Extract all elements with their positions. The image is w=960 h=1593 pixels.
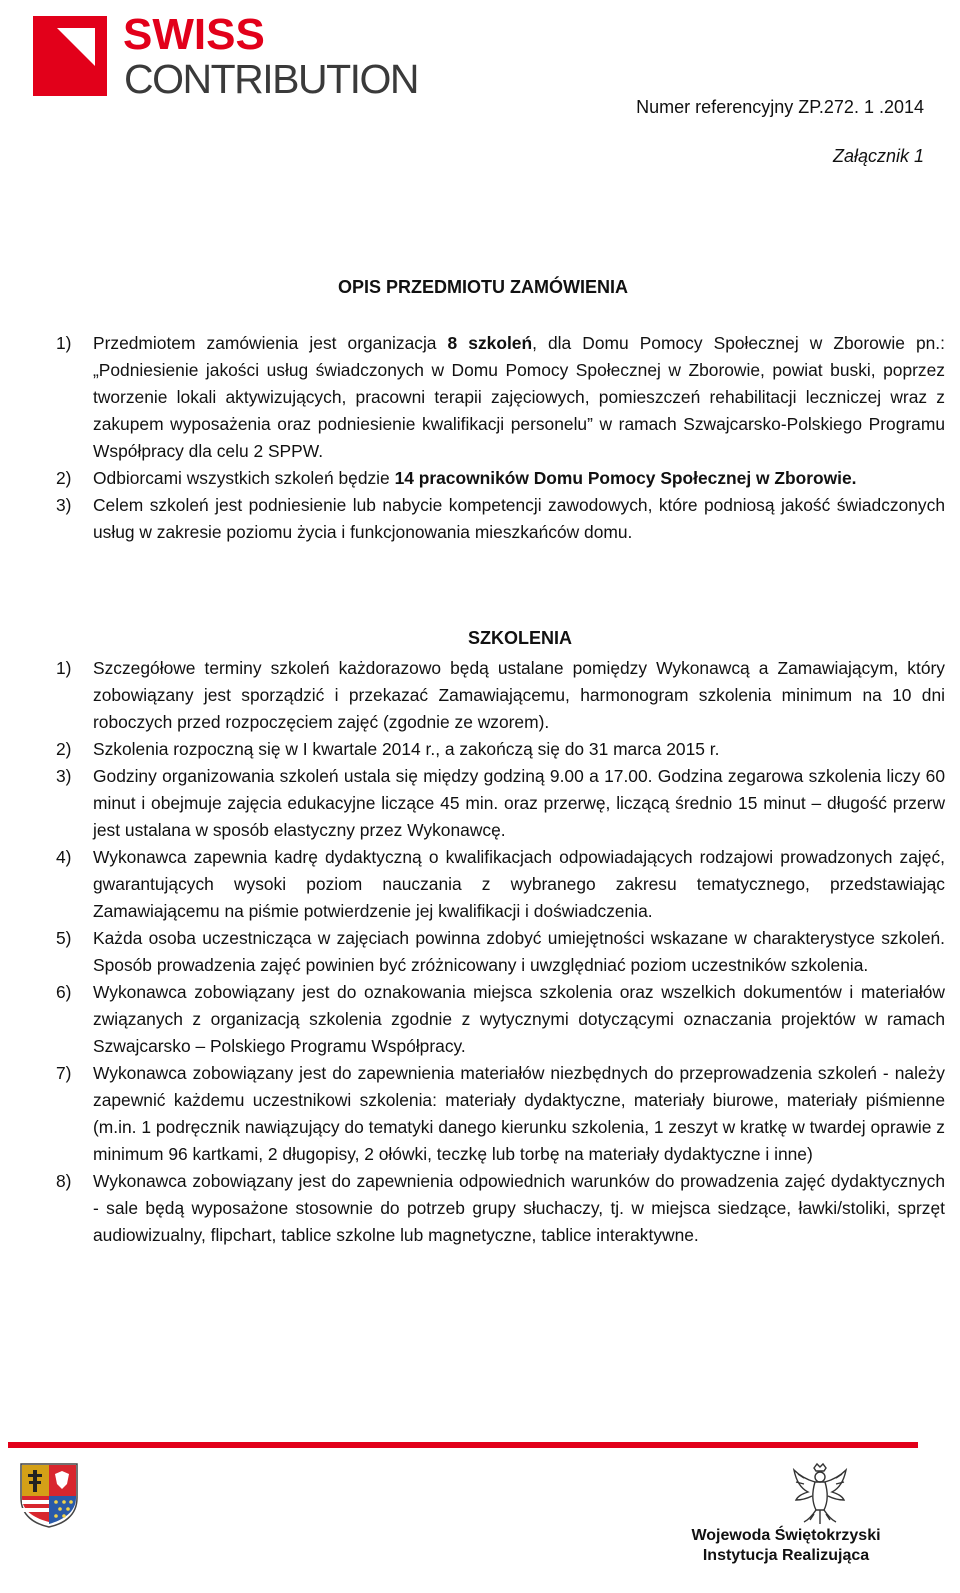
item-text: Wykonawca zapewnia kadrę dydaktyczną o kwalifikacjach odpowiadających rodzajowi prowadzonych zajęć, gwarantujących wysoki poziom nauczania z wybranego zakresu tematycznego, przedstawiając Zamawiającemu na piśmie potwierdzenie jej kwalifikacji i doświadczenia.	[93, 847, 945, 921]
swiss-contribution-logo-icon	[33, 16, 107, 96]
list-item	[56, 844, 945, 925]
item-text: Każda osoba uczestnicząca w zajęciach powinna zdobyć umiejętności wskazane w charakterystyce szkoleń. Sposób prowadzenia zajęć powinien być zróżnicowany i uwzględniać poziom uczestników szkolenia.	[93, 928, 945, 975]
footer-line-institution: Instytucja Realizująca	[702, 1547, 870, 1564]
item-number: 2)	[56, 739, 72, 759]
item-text: Odbiorcami wszystkich szkoleń będzie	[93, 468, 395, 488]
footer-line-voivode: Wojewoda Świętokrzyski	[691, 1527, 881, 1544]
item-number: 5)	[56, 928, 72, 948]
list-item	[56, 492, 945, 546]
logo-text-swiss: SWISS	[123, 10, 265, 59]
item-number: 6)	[56, 982, 72, 1002]
logo-text-contribution: CONTRIBUTION	[124, 56, 419, 102]
polish-eagle-emblem-icon	[790, 1462, 850, 1526]
item-text: Szczegółowe terminy szkoleń każdorazowo będą ustalane pomiędzy Wykonawcą a Zamawiającym, który zobowiązany jest sporządzić i przekazać Zamawiającemu, harmonogram szkolenia minimum na 10 dni roboczych przed rozpoczęciem zajęć (zgodnie ze wzorem).	[93, 658, 945, 732]
item-text: , dla Domu Pomocy Społecznej w Zborowie pn.: „Podniesienie jakości usług świadczonych w Domu Pomocy Społecznej w Zborowie, powiat buski, poprzez tworzenie lokali aktywizujących, pracowni terapii zajęciowych, pomieszczeń rehabilitacji leczniczej wraz z zakupem wyposażenia oraz podniesienie kwalifikacji personelu” w ramach Szwajcarsko-Polskiego Programu Współpracy dla celu 2 SPPW.	[93, 333, 945, 461]
item-text: Przedmiotem zamówienia jest organizacja	[93, 333, 448, 353]
item-text: Wykonawca zobowiązany jest do oznakowania miejsca szkolenia oraz wszelkich dokumentów i materiałów związanych z organizacją szkolenia zgodnie z wytycznymi dotyczącymi oznaczania projektów w ramach Szwajcarsko – Polskiego Programu Współpracy.	[93, 982, 945, 1056]
list-item	[56, 1168, 945, 1249]
item-text: Wykonawca zobowiązany jest do zapewnienia odpowiednich warunków do prowadzenia zajęć dydaktycznych - sale będą wyposażone stosownie do potrzeb grupy słuchaczy, tj. w miejsca siedzące, ławki/stoliki, sprzęt audiowizualny, flipchart, tablice szkolne lub magnetyczne, tablice interaktywne.	[93, 1171, 945, 1245]
item-text-bold: 14 pracowników Domu Pomocy Społecznej w Zborowie.	[394, 468, 857, 488]
list-item	[56, 465, 945, 492]
item-text: Wykonawca zobowiązany jest do zapewnienia materiałów niezbędnych do przeprowadzenia szkoleń - należy zapewnić każdemu uczestnikowi szkolenia: materiały dydaktyczne, materiały biurowe, materiały piśmienne (m.in. 1 podręcznik nawiązujący do tematyki danego kierunku szkolenia, 1 zeszyt w kratkę w twardej oprawie z minimum 96 kartkami, 2 długopisy, 2 ołówki, teczkę lub torbę na materiały dydaktyczne i inne)	[93, 1063, 945, 1164]
item-number: 4)	[56, 847, 72, 867]
reference-number: Numer referencyjny ZP.272. 1 .2014	[636, 97, 924, 117]
list-item	[56, 763, 945, 844]
swiss-contribution-logo	[33, 10, 419, 102]
description-list	[56, 330, 945, 546]
section-title-trainings: SZKOLENIA	[467, 628, 572, 648]
item-number: 2)	[56, 468, 72, 488]
item-text: Szkolenia rozpoczną się w I kwartale 2014 r., a zakończą się do 31 marca 2015 r.	[93, 739, 720, 759]
item-number: 8)	[56, 1171, 72, 1191]
item-number: 7)	[56, 1063, 72, 1083]
list-item	[56, 925, 945, 979]
trainings-list	[56, 655, 945, 1249]
list-item	[56, 330, 945, 465]
item-text: Godziny organizowania szkoleń ustala się między godziną 9.00 a 17.00. Godzina zegarowa szkolenia liczy 60 minut i obejmuje zajęcia edukacyjne liczące 45 min. oraz przerwę, liczącą średnio 15 minut – długość przerw jest ustalana w sposób elastyczny przez Wykonawcę.	[93, 766, 945, 840]
item-number: 1)	[56, 658, 72, 678]
attachment-label: Załącznik 1	[832, 146, 924, 166]
implementing-institution	[656, 1526, 916, 1566]
footer-divider	[8, 1442, 918, 1448]
list-item	[56, 979, 945, 1060]
section-title-description: OPIS PRZEDMIOTU ZAMÓWIENIA	[338, 277, 628, 297]
item-text-bold: 8 szkoleń	[447, 333, 533, 353]
list-item	[56, 736, 945, 763]
list-item	[56, 655, 945, 736]
list-item	[56, 1060, 945, 1168]
item-number: 3)	[56, 495, 72, 515]
swietokrzyskie-coat-of-arms-icon	[19, 1462, 79, 1528]
item-number: 3)	[56, 766, 72, 786]
item-number: 1)	[56, 333, 72, 353]
item-text: Celem szkoleń jest podniesienie lub nabycie kompetencji zawodowych, które podniosą jakość świadczonych usług w zakresie poziomu życia i funkcjonowania mieszkańców domu.	[93, 495, 945, 542]
